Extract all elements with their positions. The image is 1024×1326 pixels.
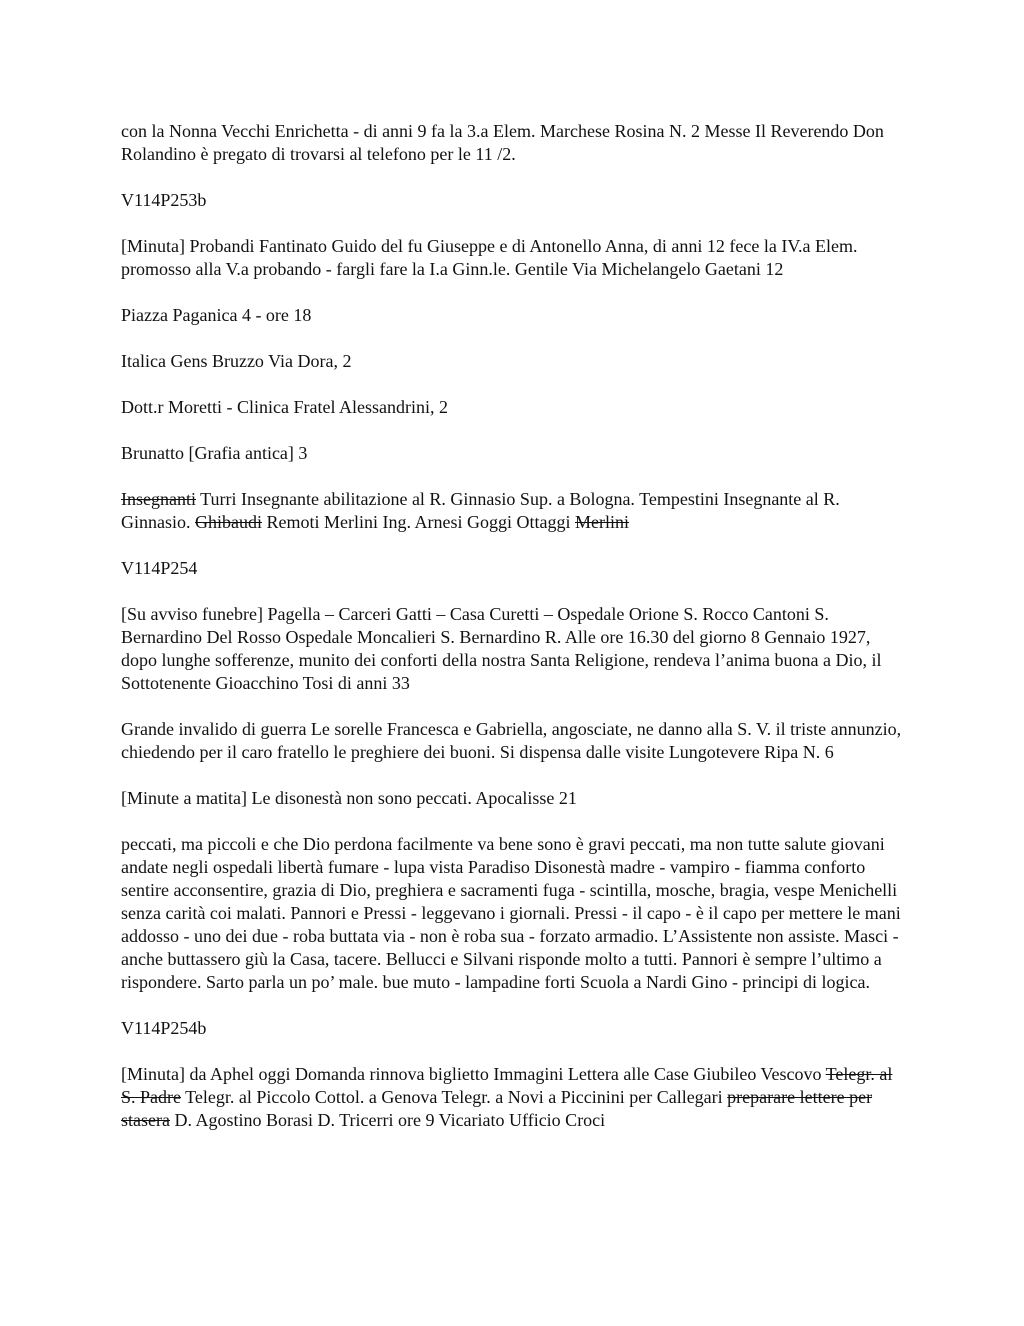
paragraph-minuta-aphel <box>121 1063 905 1132</box>
paragraph-italica-gens: Italica Gens Bruzzo Via Dora, 2 <box>121 351 352 371</box>
page-reference-v114p254b: V114P254b <box>121 1018 207 1038</box>
page-reference-v114p254: V114P254 <box>121 558 198 578</box>
struck-text: Ghibaudi <box>195 512 262 532</box>
struck-text: Merlini <box>574 512 629 532</box>
paragraph-insegnanti <box>121 488 905 534</box>
paragraph-piazza-paganica: Piazza Paganica 4 - ore 18 <box>121 305 312 325</box>
document-page <box>121 120 905 1155</box>
struck-text: preparare lettere per stasera <box>121 1087 873 1130</box>
paragraph-minuta-probandi: [Minuta] Probandi Fantinato Guido del fu Giuseppe e di Antonello Anna, di anni 12 fece la IV.a Elem. promosso alla V.a probando - fargli fare la I.a Ginn.le. Gentile Via Michelangelo Gaetani 12 <box>121 236 858 279</box>
paragraph-text: D. Agostino Borasi D. Tricerri ore 9 Vicariato Ufficio Croci <box>169 1110 606 1130</box>
page-reference-v114p253b: V114P253b <box>121 190 207 210</box>
paragraph-brunatto: Brunatto [Grafia antica] 3 <box>121 443 308 463</box>
paragraph-grande-invalido: Grande invalido di guerra Le sorelle Francesca e Gabriella, angosciate, ne danno alla S. V. il triste annunzio, chiedendo per il caro fratello le preghiere dei buoni. Si dispensa dalle visite Lungotevere Ripa N. 6 <box>121 719 902 762</box>
paragraph-text: [Minuta] da Aphel oggi Domanda rinnova biglietto Immagini Lettera alle Case Giubileo Vescovo <box>121 1064 826 1084</box>
paragraph-nonna-vecchi: con la Nonna Vecchi Enrichetta - di anni 9 fa la 3.a Elem. Marchese Rosina N. 2 Messe Il Reverendo Don Rolandino è pregato di trovarsi al telefono per le 11 /2. <box>121 121 884 164</box>
paragraph-minute-a-matita: [Minute a matita] Le disonestà non sono peccati. Apocalisse 21 <box>121 788 577 808</box>
paragraph-text: Telegr. al Piccolo Cottol. a Genova Telegr. a Novi a Piccinini per Callegari <box>181 1087 728 1107</box>
struck-text: Telegr. al S. Padre <box>121 1064 893 1107</box>
paragraph-avviso-funebre: [Su avviso funebre] Pagella – Carceri Gatti – Casa Curetti – Ospedale Orione S. Rocco Cantoni S. Bernardino Del Rosso Ospedale Moncalieri S. Bernardino R. Alle ore 16.30 del giorno 8 Gennaio 1927, dopo lunghe sofferenze, munito dei conforti della nostra Santa Religione, rendeva l’anima buona a Dio, il Sottotenente Gioacchino Tosi di anni 33 <box>121 604 882 693</box>
struck-text: Insegnanti <box>121 489 196 509</box>
paragraph-dott-moretti: Dott.r Moretti - Clinica Fratel Alessandrini, 2 <box>121 397 448 417</box>
paragraph-text: Remoti Merlini Ing. Arnesi Goggi Ottaggi <box>262 512 575 532</box>
paragraph-text: Turri Insegnante abilitazione al R. Ginnasio Sup. a Bologna. Tempestini Insegnante al R. Ginnasio. <box>121 489 840 532</box>
paragraph-peccati: peccati, ma piccoli e che Dio perdona facilmente va bene sono è gravi peccati, ma non tutte salute giovani andate negli ospedali libertà fumare - lupa vista Paradiso Disonestà madre - vampiro - fiamma conforto sentire acconsentire, grazia di Dio, preghiera e sacramenti fuga - scintilla, mosche, bragia, vespe Menichelli senza carità coi malati. Pannori e Pressi - leggevano i giornali. Pressi - il capo - è il capo per mettere le mani addosso - uno dei due - roba buttata via - non è roba sua - forzato armadio. L’Assistente non assiste. Masci - anche buttassero giù la Casa, tacere. Bellucci e Silvani risponde molto a tutti. Pannori è sempre l’ultimo a rispondere. Sarto parla un po’ male. bue muto - lampadine forti Scuola a Nardi Gino - principi di logica. <box>121 834 901 992</box>
